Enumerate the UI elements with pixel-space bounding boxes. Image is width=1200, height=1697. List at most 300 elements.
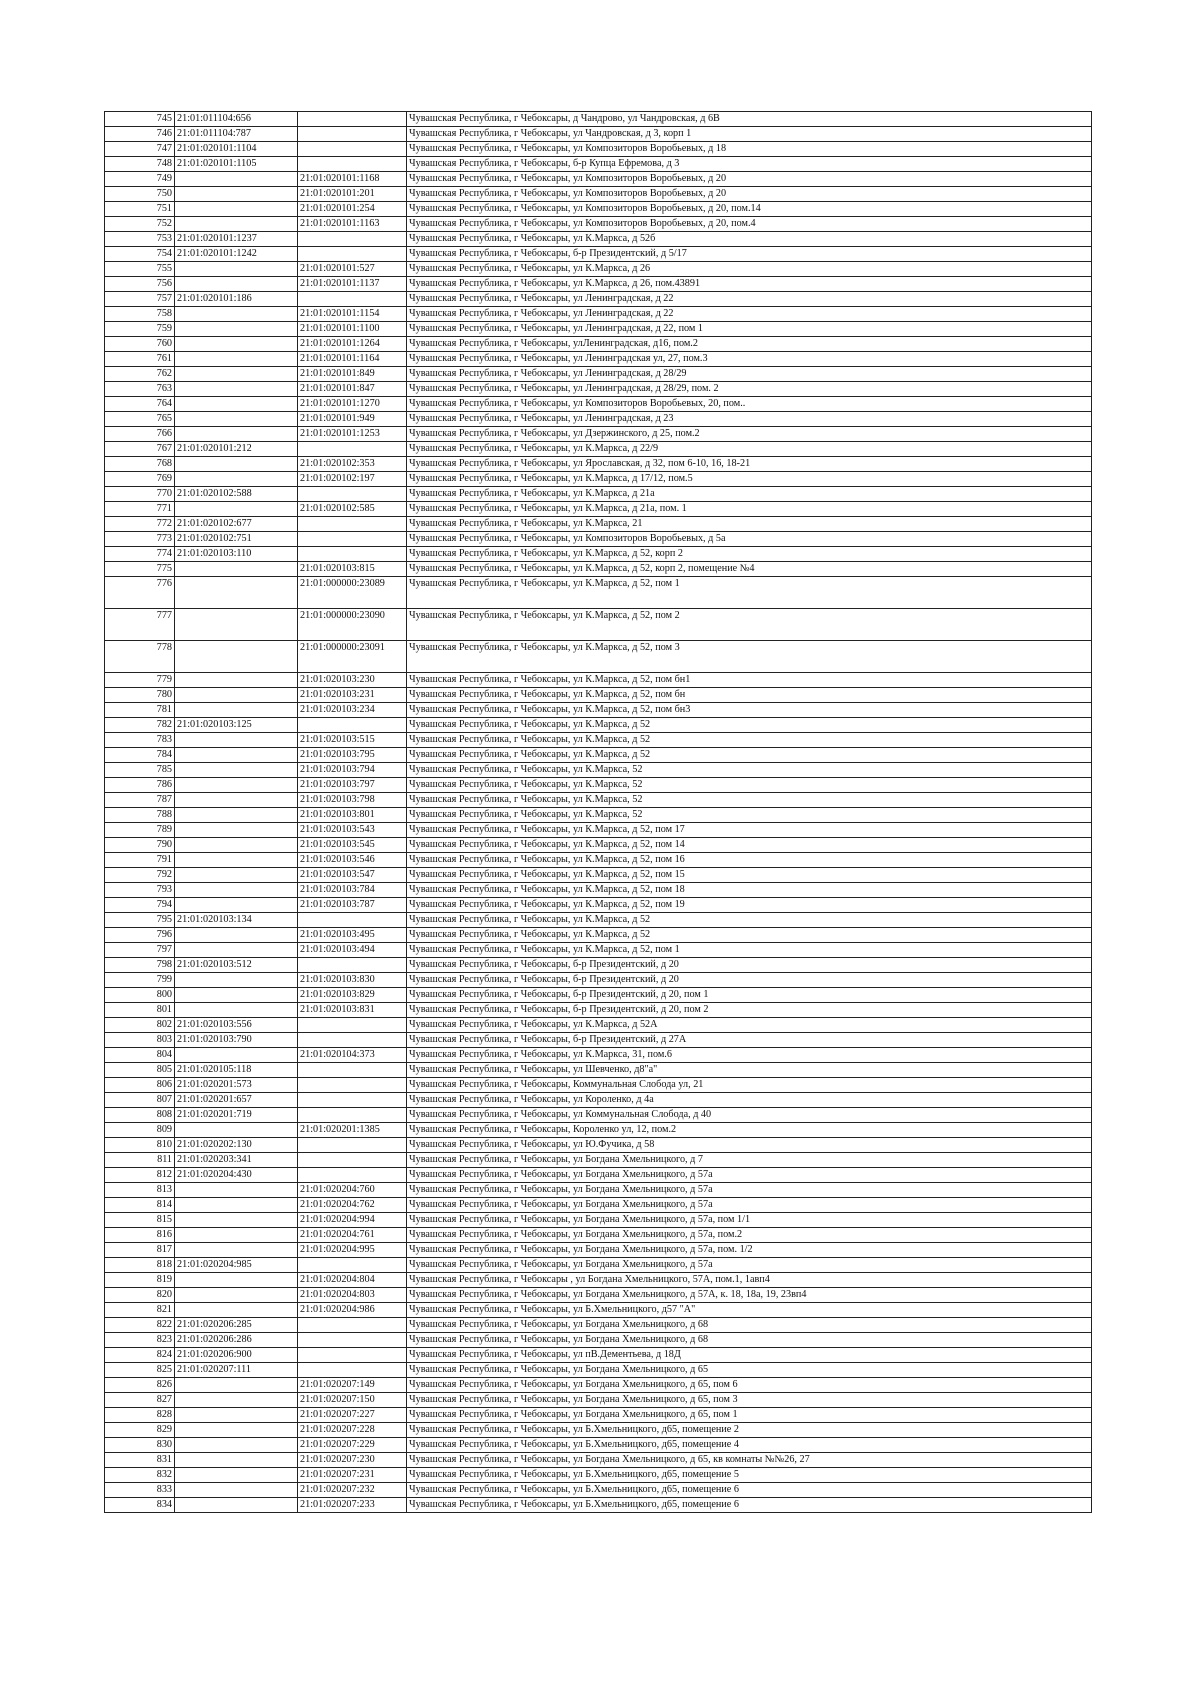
- table-row: [105, 883, 1092, 898]
- table-row: [105, 1093, 1092, 1108]
- object-cadastral-number-cell: 21:01:020103:230: [298, 673, 407, 688]
- object-cadastral-number-cell: 21:01:020204:804: [298, 1273, 407, 1288]
- address-cell: Чувашская Республика, г Чебоксары, ул К.Маркса, д 52, пом 1: [407, 943, 1092, 958]
- table-row: [105, 1468, 1092, 1483]
- land-cadastral-number-cell: 21:01:020201:573: [175, 1078, 298, 1093]
- row-number-cell: 818: [105, 1258, 175, 1273]
- table-row: [105, 688, 1092, 703]
- row-number-cell: 802: [105, 1018, 175, 1033]
- land-cadastral-number-cell: [175, 1273, 298, 1288]
- row-number-cell: 806: [105, 1078, 175, 1093]
- address-cell: Чувашская Республика, г Чебоксары, ул Богдана Хмельницкого, д 68: [407, 1333, 1092, 1348]
- table-row: [105, 262, 1092, 277]
- table-row: [105, 928, 1092, 943]
- object-cadastral-number-cell: 21:01:000000:23090: [298, 609, 407, 641]
- table-row: [105, 1168, 1092, 1183]
- object-cadastral-number-cell: 21:01:020103:831: [298, 1003, 407, 1018]
- row-number-cell: 832: [105, 1468, 175, 1483]
- row-number-cell: 776: [105, 577, 175, 609]
- object-cadastral-number-cell: [298, 442, 407, 457]
- table-row: [105, 397, 1092, 412]
- row-number-cell: 791: [105, 853, 175, 868]
- table-row: [105, 127, 1092, 142]
- table-row: [105, 532, 1092, 547]
- land-cadastral-number-cell: [175, 688, 298, 703]
- address-cell: Чувашская Республика, г Чебоксары, ул пВ.Дементьева, д 18Д: [407, 1348, 1092, 1363]
- land-cadastral-number-cell: 21:01:020206:900: [175, 1348, 298, 1363]
- object-cadastral-number-cell: 21:01:020101:1100: [298, 322, 407, 337]
- land-cadastral-number-cell: [175, 1408, 298, 1423]
- object-cadastral-number-cell: 21:01:020101:949: [298, 412, 407, 427]
- land-cadastral-number-cell: 21:01:020101:1104: [175, 142, 298, 157]
- table-row: [105, 1348, 1092, 1363]
- table-row: [105, 1183, 1092, 1198]
- row-number-cell: 768: [105, 457, 175, 472]
- land-cadastral-number-cell: [175, 1303, 298, 1318]
- table-row: [105, 958, 1092, 973]
- row-number-cell: 814: [105, 1198, 175, 1213]
- object-cadastral-number-cell: 21:01:020201:1385: [298, 1123, 407, 1138]
- object-cadastral-number-cell: 21:01:020103:829: [298, 988, 407, 1003]
- row-number-cell: 774: [105, 547, 175, 562]
- land-cadastral-number-cell: [175, 703, 298, 718]
- address-cell: Чувашская Республика, г Чебоксары, ул К.Маркса, д 52, пом 16: [407, 853, 1092, 868]
- row-number-cell: 829: [105, 1423, 175, 1438]
- land-cadastral-number-cell: 21:01:020201:657: [175, 1093, 298, 1108]
- object-cadastral-number-cell: [298, 1153, 407, 1168]
- address-cell: Чувашская Республика, г Чебоксары, ул Богдана Хмельницкого, д 57А, к. 18, 18а, 19, 23вп4: [407, 1288, 1092, 1303]
- land-cadastral-number-cell: [175, 1453, 298, 1468]
- land-cadastral-number-cell: [175, 1438, 298, 1453]
- object-cadastral-number-cell: 21:01:020101:1137: [298, 277, 407, 292]
- address-cell: Чувашская Республика, г Чебоксары, ул К.Маркса, д 52, пом 15: [407, 868, 1092, 883]
- land-cadastral-number-cell: [175, 823, 298, 838]
- object-cadastral-number-cell: 21:01:020204:762: [298, 1198, 407, 1213]
- address-cell: Чувашская Республика, г Чебоксары, ул Ленинградская, д 22, пом 1: [407, 322, 1092, 337]
- land-cadastral-number-cell: 21:01:020103:556: [175, 1018, 298, 1033]
- land-cadastral-number-cell: [175, 277, 298, 292]
- land-cadastral-number-cell: [175, 853, 298, 868]
- land-cadastral-number-cell: [175, 1468, 298, 1483]
- address-cell: Чувашская Республика, г Чебоксары, ул К.Маркса, д 52б: [407, 232, 1092, 247]
- object-cadastral-number-cell: [298, 1138, 407, 1153]
- object-cadastral-number-cell: 21:01:020103:543: [298, 823, 407, 838]
- row-number-cell: 799: [105, 973, 175, 988]
- address-cell: Чувашская Республика, г Чебоксары, ул Богдана Хмельницкого, д 65, пом 1: [407, 1408, 1092, 1423]
- object-cadastral-number-cell: 21:01:020204:803: [298, 1288, 407, 1303]
- address-cell: Чувашская Республика, г Чебоксары, б-р Президентский, д 20, пом 1: [407, 988, 1092, 1003]
- address-cell: Чувашская Республика, г Чебоксары, ул Б.Хмельницкого, д65, помещение 5: [407, 1468, 1092, 1483]
- object-cadastral-number-cell: [298, 958, 407, 973]
- row-number-cell: 766: [105, 427, 175, 442]
- table-row: [105, 793, 1092, 808]
- table-row: [105, 1243, 1092, 1258]
- object-cadastral-number-cell: 21:01:020103:515: [298, 733, 407, 748]
- land-cadastral-number-cell: [175, 217, 298, 232]
- address-cell: Чувашская Республика, г Чебоксары, д Чандрово, ул Чандровская, д 6В: [407, 112, 1092, 127]
- row-number-cell: 779: [105, 673, 175, 688]
- object-cadastral-number-cell: 21:01:020207:233: [298, 1498, 407, 1513]
- land-cadastral-number-cell: [175, 1423, 298, 1438]
- address-cell: Чувашская Республика, г Чебоксары, ул К.Маркса, 21: [407, 517, 1092, 532]
- land-cadastral-number-cell: [175, 1498, 298, 1513]
- table-row: [105, 1123, 1092, 1138]
- address-cell: Чувашская Республика, г Чебоксары, ул К.Маркса, д 52: [407, 733, 1092, 748]
- object-cadastral-number-cell: 21:01:020101:1264: [298, 337, 407, 352]
- object-cadastral-number-cell: [298, 913, 407, 928]
- land-cadastral-number-cell: [175, 1228, 298, 1243]
- object-cadastral-number-cell: 21:01:020207:232: [298, 1483, 407, 1498]
- land-cadastral-number-cell: 21:01:020204:430: [175, 1168, 298, 1183]
- land-cadastral-number-cell: [175, 472, 298, 487]
- object-cadastral-number-cell: 21:01:020101:1253: [298, 427, 407, 442]
- table-row: [105, 442, 1092, 457]
- address-cell: Чувашская Республика, г Чебоксары, ул Композиторов Воробьевых, 20, пом..: [407, 397, 1092, 412]
- object-cadastral-number-cell: 21:01:020204:986: [298, 1303, 407, 1318]
- table-row: [105, 641, 1092, 673]
- address-cell: Чувашская Республика, г Чебоксары, ул К.Маркса, д 52А: [407, 1018, 1092, 1033]
- object-cadastral-number-cell: [298, 112, 407, 127]
- land-cadastral-number-cell: [175, 397, 298, 412]
- object-cadastral-number-cell: 21:01:020103:234: [298, 703, 407, 718]
- row-number-cell: 745: [105, 112, 175, 127]
- object-cadastral-number-cell: 21:01:020101:527: [298, 262, 407, 277]
- land-cadastral-number-cell: 21:01:020101:212: [175, 442, 298, 457]
- object-cadastral-number-cell: [298, 232, 407, 247]
- row-number-cell: 816: [105, 1228, 175, 1243]
- land-cadastral-number-cell: [175, 973, 298, 988]
- address-cell: Чувашская Республика, г Чебоксары, ул К.Маркса, д 52, корп 2, помещение №4: [407, 562, 1092, 577]
- table-row: [105, 838, 1092, 853]
- row-number-cell: 785: [105, 763, 175, 778]
- table-row: [105, 112, 1092, 127]
- table-row: [105, 487, 1092, 502]
- row-number-cell: 827: [105, 1393, 175, 1408]
- land-cadastral-number-cell: [175, 808, 298, 823]
- object-cadastral-number-cell: 21:01:020101:254: [298, 202, 407, 217]
- land-cadastral-number-cell: [175, 1183, 298, 1198]
- row-number-cell: 751: [105, 202, 175, 217]
- address-cell: Чувашская Республика, г Чебоксары, ул Ленинградская, д 28/29: [407, 367, 1092, 382]
- land-cadastral-number-cell: 21:01:020103:512: [175, 958, 298, 973]
- row-number-cell: 752: [105, 217, 175, 232]
- table-row: [105, 1138, 1092, 1153]
- row-number-cell: 788: [105, 808, 175, 823]
- row-number-cell: 801: [105, 1003, 175, 1018]
- address-cell: Чувашская Республика, г Чебоксары, ул Композиторов Воробьевых, д 5а: [407, 532, 1092, 547]
- land-cadastral-number-cell: 21:01:020201:719: [175, 1108, 298, 1123]
- address-cell: Чувашская Республика, г Чебоксары, ул К.Маркса, 52: [407, 808, 1092, 823]
- address-cell: Чувашская Республика, г Чебоксары, ул Ленинградская, д 22: [407, 292, 1092, 307]
- row-number-cell: 797: [105, 943, 175, 958]
- table-row: [105, 913, 1092, 928]
- object-cadastral-number-cell: 21:01:020103:794: [298, 763, 407, 778]
- address-cell: Чувашская Республика, г Чебоксары, ул К.Маркса, д 52, пом 3: [407, 641, 1092, 673]
- land-cadastral-number-cell: [175, 457, 298, 472]
- table-row: [105, 1048, 1092, 1063]
- address-cell: Чувашская Республика, г Чебоксары, ул Ленинградская, д 23: [407, 412, 1092, 427]
- row-number-cell: 778: [105, 641, 175, 673]
- land-cadastral-number-cell: 21:01:020206:285: [175, 1318, 298, 1333]
- row-number-cell: 757: [105, 292, 175, 307]
- land-cadastral-number-cell: [175, 793, 298, 808]
- land-cadastral-number-cell: 21:01:020101:1237: [175, 232, 298, 247]
- object-cadastral-number-cell: [298, 292, 407, 307]
- address-cell: Чувашская Республика, г Чебоксары, ул К.Маркса, д 52: [407, 913, 1092, 928]
- row-number-cell: 808: [105, 1108, 175, 1123]
- object-cadastral-number-cell: [298, 157, 407, 172]
- table-row: [105, 1288, 1092, 1303]
- table-row: [105, 292, 1092, 307]
- address-cell: Чувашская Республика, г Чебоксары, ул Богдана Хмельницкого, д 57а: [407, 1168, 1092, 1183]
- table-row: [105, 577, 1092, 609]
- table-row: [105, 517, 1092, 532]
- row-number-cell: 753: [105, 232, 175, 247]
- table-body: [105, 112, 1092, 1513]
- address-cell: Чувашская Республика, г Чебоксары, б-р Президентский, д 27А: [407, 1033, 1092, 1048]
- row-number-cell: 831: [105, 1453, 175, 1468]
- address-cell: Чувашская Республика, г Чебоксары, ул К.Маркса, 52: [407, 763, 1092, 778]
- address-cell: Чувашская Республика, г Чебоксары, ул Ленинградская, д 22: [407, 307, 1092, 322]
- table-row: [105, 157, 1092, 172]
- row-number-cell: 784: [105, 748, 175, 763]
- address-cell: Чувашская Республика, г Чебоксары, ул К.Маркса, д 52, пом 1: [407, 577, 1092, 609]
- table-row: [105, 1438, 1092, 1453]
- table-row: [105, 307, 1092, 322]
- land-cadastral-number-cell: [175, 1288, 298, 1303]
- address-cell: Чувашская Республика, г Чебоксары, ул К.Маркса, д 26, пом.43891: [407, 277, 1092, 292]
- address-cell: Чувашская Республика, г Чебоксары, ул Коммунальная Слобода, д 40: [407, 1108, 1092, 1123]
- object-cadastral-number-cell: 21:01:020207:149: [298, 1378, 407, 1393]
- address-cell: Чувашская Республика, г Чебоксары, Коммунальная Слобода ул, 21: [407, 1078, 1092, 1093]
- table-row: [105, 763, 1092, 778]
- table-row: [105, 1498, 1092, 1513]
- object-cadastral-number-cell: 21:01:020103:546: [298, 853, 407, 868]
- row-number-cell: 820: [105, 1288, 175, 1303]
- land-cadastral-number-cell: 21:01:020206:286: [175, 1333, 298, 1348]
- table-row: [105, 1258, 1092, 1273]
- land-cadastral-number-cell: [175, 1243, 298, 1258]
- land-cadastral-number-cell: 21:01:020203:341: [175, 1153, 298, 1168]
- address-cell: Чувашская Республика, г Чебоксары, ул К.Маркса, 52: [407, 793, 1092, 808]
- table-row: [105, 322, 1092, 337]
- land-cadastral-number-cell: [175, 883, 298, 898]
- address-cell: Чувашская Республика, г Чебоксары, ул Короленко, д 4а: [407, 1093, 1092, 1108]
- row-number-cell: 750: [105, 187, 175, 202]
- row-number-cell: 817: [105, 1243, 175, 1258]
- row-number-cell: 800: [105, 988, 175, 1003]
- table-row: [105, 808, 1092, 823]
- object-cadastral-number-cell: 21:01:020204:994: [298, 1213, 407, 1228]
- object-cadastral-number-cell: 21:01:020101:1168: [298, 172, 407, 187]
- table-row: [105, 1018, 1092, 1033]
- land-cadastral-number-cell: [175, 202, 298, 217]
- table-row: [105, 1423, 1092, 1438]
- address-cell: Чувашская Республика, г Чебоксары, ул К.Маркса, д 21а, пом. 1: [407, 502, 1092, 517]
- address-cell: Чувашская Республика, г Чебоксары, б-р Президентский, д 20: [407, 958, 1092, 973]
- table-row: [105, 187, 1092, 202]
- row-number-cell: 793: [105, 883, 175, 898]
- land-cadastral-number-cell: 21:01:020202:130: [175, 1138, 298, 1153]
- row-number-cell: 819: [105, 1273, 175, 1288]
- land-cadastral-number-cell: [175, 898, 298, 913]
- address-cell: Чувашская Республика, г Чебоксары, ул Богдана Хмельницкого, д 65, пом 3: [407, 1393, 1092, 1408]
- object-cadastral-number-cell: 21:01:020103:795: [298, 748, 407, 763]
- object-cadastral-number-cell: 21:01:020103:830: [298, 973, 407, 988]
- table-row: [105, 352, 1092, 367]
- object-cadastral-number-cell: 21:01:020207:229: [298, 1438, 407, 1453]
- land-cadastral-number-cell: [175, 1483, 298, 1498]
- address-cell: Чувашская Республика, г Чебоксары, ул Шевченко, д8"а": [407, 1063, 1092, 1078]
- address-cell: Чувашская Республика, г Чебоксары, ул Ленинградская, д 28/29, пом. 2: [407, 382, 1092, 397]
- address-cell: Чувашская Республика, г Чебоксары, ул Богдана Хмельницкого, д 57а, пом 1/1: [407, 1213, 1092, 1228]
- table-row: [105, 853, 1092, 868]
- table-row: [105, 1378, 1092, 1393]
- land-cadastral-number-cell: [175, 262, 298, 277]
- row-number-cell: 783: [105, 733, 175, 748]
- address-cell: Чувашская Республика, г Чебоксары, ул К.Маркса, д 52: [407, 748, 1092, 763]
- table-row: [105, 247, 1092, 262]
- object-cadastral-number-cell: [298, 1033, 407, 1048]
- land-cadastral-number-cell: 21:01:020103:125: [175, 718, 298, 733]
- row-number-cell: 812: [105, 1168, 175, 1183]
- object-cadastral-number-cell: 21:01:020102:197: [298, 472, 407, 487]
- row-number-cell: 773: [105, 532, 175, 547]
- address-cell: Чувашская Республика, г Чебоксары, ул К.Маркса, д 52: [407, 928, 1092, 943]
- address-cell: Чувашская Республика, г Чебоксары, ул Богдана Хмельницкого, д 57а, пом.2: [407, 1228, 1092, 1243]
- land-cadastral-number-cell: [175, 502, 298, 517]
- address-cell: Чувашская Республика, г Чебоксары, ул Б.Хмельницкого, д65, помещение 6: [407, 1498, 1092, 1513]
- object-cadastral-number-cell: 21:01:020103:231: [298, 688, 407, 703]
- row-number-cell: 810: [105, 1138, 175, 1153]
- object-cadastral-number-cell: [298, 1318, 407, 1333]
- land-cadastral-number-cell: 21:01:011104:787: [175, 127, 298, 142]
- land-cadastral-number-cell: [175, 337, 298, 352]
- address-cell: Чувашская Республика, г Чебоксары, ул Богдана Хмельницкого, д 7: [407, 1153, 1092, 1168]
- table-row: [105, 172, 1092, 187]
- address-cell: Чувашская Республика, г Чебоксары, ул Богдана Хмельницкого, д 65: [407, 1363, 1092, 1378]
- row-number-cell: 777: [105, 609, 175, 641]
- address-cell: Чувашская Республика, г Чебоксары, ул К.Маркса, д 52: [407, 718, 1092, 733]
- address-cell: Чувашская Республика, г Чебоксары, ул Богдана Хмельницкого, д 57а: [407, 1258, 1092, 1273]
- object-cadastral-number-cell: 21:01:000000:23091: [298, 641, 407, 673]
- land-cadastral-number-cell: [175, 187, 298, 202]
- object-cadastral-number-cell: 21:01:020103:815: [298, 562, 407, 577]
- object-cadastral-number-cell: [298, 127, 407, 142]
- object-cadastral-number-cell: 21:01:020207:228: [298, 1423, 407, 1438]
- row-number-cell: 789: [105, 823, 175, 838]
- row-number-cell: 825: [105, 1363, 175, 1378]
- land-cadastral-number-cell: 21:01:020102:677: [175, 517, 298, 532]
- address-cell: Чувашская Республика, г Чебоксары, ул К.Маркса, д 52, корп 2: [407, 547, 1092, 562]
- address-cell: Чувашская Республика, г Чебоксары, ул Композиторов Воробьевых, д 18: [407, 142, 1092, 157]
- row-number-cell: 830: [105, 1438, 175, 1453]
- table-row: [105, 367, 1092, 382]
- address-cell: Чувашская Республика, г Чебоксары, ул К.Маркса, д 52, пом бн3: [407, 703, 1092, 718]
- table-row: [105, 142, 1092, 157]
- land-cadastral-number-cell: 21:01:020105:118: [175, 1063, 298, 1078]
- row-number-cell: 755: [105, 262, 175, 277]
- table-row: [105, 1033, 1092, 1048]
- land-cadastral-number-cell: [175, 1213, 298, 1228]
- table-row: [105, 1273, 1092, 1288]
- row-number-cell: 747: [105, 142, 175, 157]
- land-cadastral-number-cell: [175, 943, 298, 958]
- row-number-cell: 758: [105, 307, 175, 322]
- land-cadastral-number-cell: [175, 1003, 298, 1018]
- land-cadastral-number-cell: 21:01:020102:588: [175, 487, 298, 502]
- land-cadastral-number-cell: [175, 733, 298, 748]
- address-cell: Чувашская Республика, г Чебоксары, ул Б.Хмельницкого, д65, помещение 4: [407, 1438, 1092, 1453]
- address-cell: Чувашская Республика, г Чебоксары, ул Композиторов Воробьевых, д 20, пом.4: [407, 217, 1092, 232]
- object-cadastral-number-cell: 21:01:020103:784: [298, 883, 407, 898]
- row-number-cell: 824: [105, 1348, 175, 1363]
- land-cadastral-number-cell: [175, 577, 298, 609]
- address-cell: Чувашская Республика, г Чебоксары, ул Ярославская, д 32, пом 6-10, 16, 18-21: [407, 457, 1092, 472]
- land-cadastral-number-cell: [175, 367, 298, 382]
- address-cell: Чувашская Республика, г Чебоксары, б-р Президентский, д 20, пом 2: [407, 1003, 1092, 1018]
- table-row: [105, 733, 1092, 748]
- row-number-cell: 759: [105, 322, 175, 337]
- row-number-cell: 804: [105, 1048, 175, 1063]
- object-cadastral-number-cell: [298, 247, 407, 262]
- object-cadastral-number-cell: 21:01:020102:585: [298, 502, 407, 517]
- row-number-cell: 807: [105, 1093, 175, 1108]
- row-number-cell: 794: [105, 898, 175, 913]
- object-cadastral-number-cell: [298, 1348, 407, 1363]
- row-number-cell: 826: [105, 1378, 175, 1393]
- address-cell: Чувашская Республика, г Чебоксары, улЛенинградская, д16, пом.2: [407, 337, 1092, 352]
- row-number-cell: 772: [105, 517, 175, 532]
- row-number-cell: 796: [105, 928, 175, 943]
- table-row: [105, 718, 1092, 733]
- row-number-cell: 746: [105, 127, 175, 142]
- address-cell: Чувашская Республика, г Чебоксары, ул К.Маркса, д 26: [407, 262, 1092, 277]
- table-row: [105, 778, 1092, 793]
- table-row: [105, 1003, 1092, 1018]
- row-number-cell: 811: [105, 1153, 175, 1168]
- object-cadastral-number-cell: 21:01:020101:847: [298, 382, 407, 397]
- table-row: [105, 427, 1092, 442]
- land-cadastral-number-cell: [175, 1198, 298, 1213]
- object-cadastral-number-cell: 21:01:020103:495: [298, 928, 407, 943]
- address-cell: Чувашская Республика, г Чебоксары, ул Богдана Хмельницкого, д 68: [407, 1318, 1092, 1333]
- object-cadastral-number-cell: 21:01:020204:995: [298, 1243, 407, 1258]
- row-number-cell: 771: [105, 502, 175, 517]
- land-cadastral-number-cell: 21:01:020102:751: [175, 532, 298, 547]
- land-cadastral-number-cell: 21:01:020204:985: [175, 1258, 298, 1273]
- row-number-cell: 822: [105, 1318, 175, 1333]
- land-cadastral-number-cell: [175, 988, 298, 1003]
- table-row: [105, 1228, 1092, 1243]
- address-cell: Чувашская Республика, г Чебоксары, ул К.Маркса, д 52, пом бн1: [407, 673, 1092, 688]
- land-cadastral-number-cell: [175, 609, 298, 641]
- row-number-cell: 821: [105, 1303, 175, 1318]
- address-cell: Чувашская Республика, г Чебоксары, ул Богдана Хмельницкого, д 65, кв комнаты №№26, 27: [407, 1453, 1092, 1468]
- address-cell: Чувашская Республика, г Чебоксары, ул К.Маркса, д 52, пом 19: [407, 898, 1092, 913]
- object-cadastral-number-cell: 21:01:020101:1164: [298, 352, 407, 367]
- row-number-cell: 760: [105, 337, 175, 352]
- row-number-cell: 828: [105, 1408, 175, 1423]
- row-number-cell: 813: [105, 1183, 175, 1198]
- table-row: [105, 502, 1092, 517]
- row-number-cell: 805: [105, 1063, 175, 1078]
- address-cell: Чувашская Республика, г Чебоксары, ул Б.Хмельницкого, д65, помещение 6: [407, 1483, 1092, 1498]
- address-cell: Чувашская Республика, г Чебоксары, ул К.Маркса, 31, пом.6: [407, 1048, 1092, 1063]
- address-cell: Чувашская Республика, г Чебоксары, ул Богдана Хмельницкого, д 57а: [407, 1183, 1092, 1198]
- object-cadastral-number-cell: 21:01:020103:545: [298, 838, 407, 853]
- address-cell: Чувашская Республика, г Чебоксары, ул Дзержинского, д 25, пом.2: [407, 427, 1092, 442]
